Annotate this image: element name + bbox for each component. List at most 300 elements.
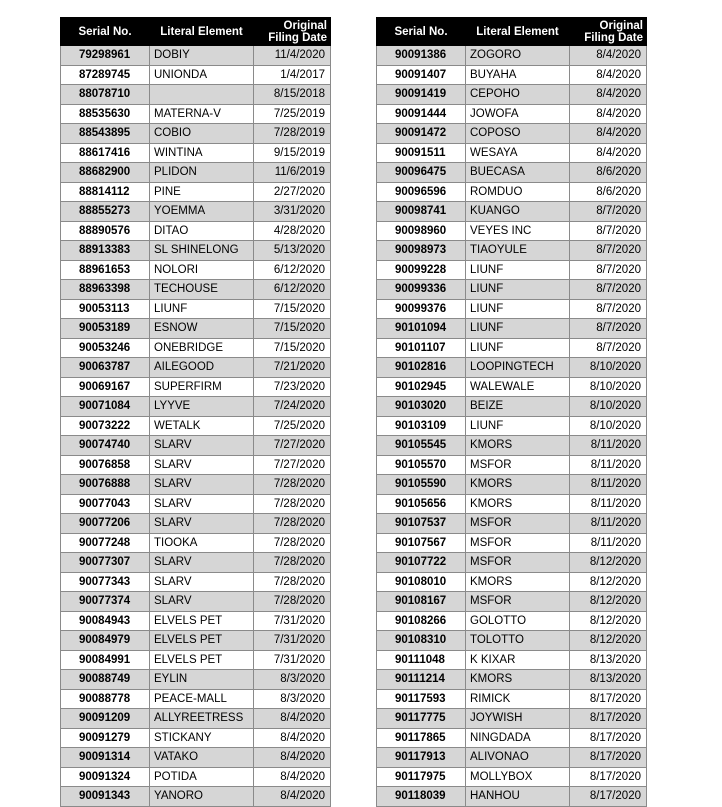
table-row: [377, 592, 647, 612]
table-row: [377, 436, 647, 456]
literal-element-cell: COBIO: [150, 124, 254, 144]
filing-date-cell: 8/17/2020: [570, 709, 647, 729]
filing-date-cell: 8/12/2020: [570, 631, 647, 651]
serial-cell: 90084943: [61, 611, 150, 631]
table-row: [61, 85, 331, 105]
filing-date-cell: 7/28/2020: [254, 475, 331, 495]
filing-date-cell: 8/13/2020: [570, 670, 647, 690]
table-row: [61, 514, 331, 534]
table-row: [377, 787, 647, 807]
filing-date-cell: 8/7/2020: [570, 319, 647, 339]
filing-date-cell: 8/6/2020: [570, 163, 647, 183]
literal-element-cell: LIUNF: [466, 338, 570, 358]
serial-cell: 90091324: [61, 767, 150, 787]
literal-element-cell: ALLYREETRESS: [150, 709, 254, 729]
serial-cell: 90101094: [377, 319, 466, 339]
table-row: [377, 475, 647, 495]
filing-date-cell: 8/7/2020: [570, 338, 647, 358]
filing-date-header-line1: Original: [283, 19, 327, 32]
filing-date-cell: 7/27/2020: [254, 436, 331, 456]
table-row: [377, 299, 647, 319]
table-row: [377, 572, 647, 592]
serial-cell: 88078710: [61, 85, 150, 105]
literal-element-cell: KMORS: [466, 572, 570, 592]
serial-cell: 90091511: [377, 143, 466, 163]
serial-cell: 90102816: [377, 358, 466, 378]
serial-cell: 88535630: [61, 104, 150, 124]
filing-date-cell: 6/12/2020: [254, 280, 331, 300]
serial-cell: 90117913: [377, 748, 466, 768]
literal-element-cell: LIUNF: [466, 260, 570, 280]
table-row: [377, 280, 647, 300]
table-row: [61, 670, 331, 690]
table-row: [61, 182, 331, 202]
table-row: [377, 689, 647, 709]
literal-element-cell: STICKANY: [150, 728, 254, 748]
literal-element-cell: LIUNF: [150, 299, 254, 319]
serial-cell: 90053113: [61, 299, 150, 319]
serial-cell: 90098741: [377, 202, 466, 222]
filing-date-cell: 8/6/2020: [570, 182, 647, 202]
table-row: [61, 572, 331, 592]
literal-element-cell: COPOSO: [466, 124, 570, 144]
table-row: [377, 358, 647, 378]
serial-cell: 90091472: [377, 124, 466, 144]
literal-element-cell: MSFOR: [466, 553, 570, 573]
literal-element-cell: KUANGO: [466, 202, 570, 222]
serial-cell: 90084979: [61, 631, 150, 651]
literal-element-cell: LOOPINGTECH: [466, 358, 570, 378]
literal-element-cell: TOLOTTO: [466, 631, 570, 651]
filing-date-cell: 7/31/2020: [254, 631, 331, 651]
serial-cell: 87289745: [61, 65, 150, 85]
serial-cell: 88543895: [61, 124, 150, 144]
filing-date-header: [570, 18, 647, 46]
table-row: [61, 475, 331, 495]
literal-element-cell: UNIONDA: [150, 65, 254, 85]
serial-cell: 90091444: [377, 104, 466, 124]
filing-date-cell: 7/24/2020: [254, 397, 331, 417]
literal-element-cell: CEPOHO: [466, 85, 570, 105]
serial-cell: 90098973: [377, 241, 466, 261]
filing-date-cell: 11/6/2019: [254, 163, 331, 183]
serial-cell: 90098960: [377, 221, 466, 241]
serial-cell: 88617416: [61, 143, 150, 163]
filing-date-cell: 7/28/2019: [254, 124, 331, 144]
literal-element-cell: VATAKO: [150, 748, 254, 768]
table-row: [61, 416, 331, 436]
literal-element-cell: WINTINA: [150, 143, 254, 163]
filing-date-cell: 7/28/2020: [254, 494, 331, 514]
filing-date-cell: 8/12/2020: [570, 553, 647, 573]
literal-element-cell: ZOGORO: [466, 46, 570, 66]
serial-cell: 90117865: [377, 728, 466, 748]
serial-cell: 90073222: [61, 416, 150, 436]
literal-element-cell: [150, 85, 254, 105]
table-row: [61, 104, 331, 124]
table-row: [61, 260, 331, 280]
filing-date-cell: 7/31/2020: [254, 650, 331, 670]
filing-date-cell: 8/17/2020: [570, 689, 647, 709]
serial-cell: 90117593: [377, 689, 466, 709]
serial-cell: 90105656: [377, 494, 466, 514]
literal-element-cell: AILEGOOD: [150, 358, 254, 378]
literal-element-cell: BEIZE: [466, 397, 570, 417]
table-row: [377, 709, 647, 729]
table-row: [377, 611, 647, 631]
table-header-row: [61, 18, 331, 46]
filing-date-cell: 7/28/2020: [254, 592, 331, 612]
filing-date-cell: 8/4/2020: [570, 104, 647, 124]
literal-element-header: Literal Element: [466, 18, 570, 46]
table-row: [377, 260, 647, 280]
filing-date-cell: 8/7/2020: [570, 260, 647, 280]
literal-element-cell: DOBIY: [150, 46, 254, 66]
filing-date-cell: 4/28/2020: [254, 221, 331, 241]
table-row: [377, 377, 647, 397]
filing-date-cell: 8/11/2020: [570, 514, 647, 534]
table-row: [377, 767, 647, 787]
serial-cell: 90117775: [377, 709, 466, 729]
left-table-body: [61, 46, 331, 807]
literal-element-cell: VEYES INC: [466, 221, 570, 241]
filing-date-cell: 8/15/2018: [254, 85, 331, 105]
filing-date-cell: 8/4/2020: [570, 46, 647, 66]
table-row: [377, 455, 647, 475]
literal-element-cell: MSFOR: [466, 592, 570, 612]
filing-date-cell: 8/12/2020: [570, 572, 647, 592]
filing-table-right: [376, 17, 647, 807]
filing-table-left: [60, 17, 331, 807]
table-row: [61, 319, 331, 339]
literal-element-cell: LIUNF: [466, 280, 570, 300]
table-row: [377, 670, 647, 690]
literal-element-cell: PLIDON: [150, 163, 254, 183]
serial-cell: 88682900: [61, 163, 150, 183]
table-row: [377, 65, 647, 85]
table-row: [377, 85, 647, 105]
table-row: [61, 650, 331, 670]
literal-element-cell: TIAOYULE: [466, 241, 570, 261]
filing-date-cell: 8/4/2020: [570, 85, 647, 105]
literal-element-cell: K KIXAR: [466, 650, 570, 670]
serial-cell: 90077307: [61, 553, 150, 573]
filing-date-cell: 11/4/2020: [254, 46, 331, 66]
filing-date-cell: 7/15/2020: [254, 338, 331, 358]
table-row: [377, 338, 647, 358]
serial-cell: 90091407: [377, 65, 466, 85]
filing-date-cell: 7/28/2020: [254, 514, 331, 534]
serial-cell: 90096475: [377, 163, 466, 183]
filing-date-cell: 5/13/2020: [254, 241, 331, 261]
serial-cell: 90105570: [377, 455, 466, 475]
literal-element-cell: ROMDUO: [466, 182, 570, 202]
filing-date-cell: 8/3/2020: [254, 689, 331, 709]
table-row: [61, 377, 331, 397]
table-row: [377, 397, 647, 417]
filing-date-cell: 2/27/2020: [254, 182, 331, 202]
serial-cell: 90088778: [61, 689, 150, 709]
literal-element-cell: PEACE-MALL: [150, 689, 254, 709]
literal-element-cell: RIMICK: [466, 689, 570, 709]
literal-element-cell: ESNOW: [150, 319, 254, 339]
filing-date-cell: 7/15/2020: [254, 299, 331, 319]
filing-date-cell: 8/10/2020: [570, 377, 647, 397]
filing-date-cell: 6/12/2020: [254, 260, 331, 280]
filing-date-cell: 8/7/2020: [570, 280, 647, 300]
literal-element-cell: JOWOFA: [466, 104, 570, 124]
filing-date-cell: 8/12/2020: [570, 611, 647, 631]
literal-element-cell: BUECASA: [466, 163, 570, 183]
filing-date-cell: 9/15/2019: [254, 143, 331, 163]
serial-cell: 90091209: [61, 709, 150, 729]
serial-cell: 90107722: [377, 553, 466, 573]
table-row: [377, 514, 647, 534]
filing-date-cell: 7/21/2020: [254, 358, 331, 378]
table-row: [377, 182, 647, 202]
serial-cell: 90099376: [377, 299, 466, 319]
filing-date-cell: 8/10/2020: [570, 416, 647, 436]
table-row: [377, 46, 647, 66]
filing-date-cell: 8/3/2020: [254, 670, 331, 690]
serial-cell: 90105590: [377, 475, 466, 495]
table-row: [377, 533, 647, 553]
literal-element-cell: SL SHINELONG: [150, 241, 254, 261]
filing-date-cell: 8/17/2020: [570, 787, 647, 807]
serial-cell: 90074740: [61, 436, 150, 456]
serial-cell: 90105545: [377, 436, 466, 456]
serial-cell: 90069167: [61, 377, 150, 397]
filing-date-cell: 7/31/2020: [254, 611, 331, 631]
filing-date-cell: 8/4/2020: [254, 748, 331, 768]
literal-element-cell: YOEMMA: [150, 202, 254, 222]
literal-element-cell: ALIVONAO: [466, 748, 570, 768]
literal-element-cell: NINGDADA: [466, 728, 570, 748]
filing-date-cell: 7/15/2020: [254, 319, 331, 339]
filing-date-cell: 8/17/2020: [570, 767, 647, 787]
filing-date-cell: 8/7/2020: [570, 221, 647, 241]
filing-date-cell: 1/4/2017: [254, 65, 331, 85]
filing-date-header-line1: Original: [599, 19, 643, 32]
filing-date-cell: 8/4/2020: [570, 65, 647, 85]
serial-cell: 90091279: [61, 728, 150, 748]
serial-cell: 90111214: [377, 670, 466, 690]
filing-date-cell: 7/25/2020: [254, 416, 331, 436]
literal-element-cell: LIUNF: [466, 416, 570, 436]
serial-cell: 90108310: [377, 631, 466, 651]
serial-cell: 90077343: [61, 572, 150, 592]
literal-element-cell: EYLIN: [150, 670, 254, 690]
table-row: [377, 416, 647, 436]
filing-date-cell: 7/23/2020: [254, 377, 331, 397]
filing-date-cell: 8/4/2020: [254, 787, 331, 807]
table-row: [61, 553, 331, 573]
serial-cell: 90107567: [377, 533, 466, 553]
literal-element-cell: HANHOU: [466, 787, 570, 807]
filing-date-cell: 7/28/2020: [254, 533, 331, 553]
serial-cell: 90077374: [61, 592, 150, 612]
table-row: [61, 709, 331, 729]
serial-cell: 88855273: [61, 202, 150, 222]
literal-element-cell: ONEBRIDGE: [150, 338, 254, 358]
filing-date-cell: 7/28/2020: [254, 553, 331, 573]
serial-cell: 90084991: [61, 650, 150, 670]
filing-date-cell: 8/4/2020: [570, 143, 647, 163]
literal-element-cell: WALEWALE: [466, 377, 570, 397]
table-row: [61, 689, 331, 709]
table-row: [61, 787, 331, 807]
serial-cell: 90103020: [377, 397, 466, 417]
literal-element-cell: MSFOR: [466, 514, 570, 534]
filing-date-cell: 8/4/2020: [254, 767, 331, 787]
literal-element-cell: MSFOR: [466, 455, 570, 475]
table-row: [377, 202, 647, 222]
serial-cell: 90099228: [377, 260, 466, 280]
literal-element-cell: SLARV: [150, 572, 254, 592]
table-row: [61, 611, 331, 631]
literal-element-cell: JOYWISH: [466, 709, 570, 729]
table-row: [377, 494, 647, 514]
literal-element-cell: SLARV: [150, 494, 254, 514]
table-row: [377, 748, 647, 768]
literal-element-cell: SLARV: [150, 592, 254, 612]
literal-element-cell: PINE: [150, 182, 254, 202]
serial-cell: 90099336: [377, 280, 466, 300]
serial-cell: 90101107: [377, 338, 466, 358]
literal-element-cell: SUPERFIRM: [150, 377, 254, 397]
table-row: [377, 650, 647, 670]
serial-cell: 90063787: [61, 358, 150, 378]
table-row: [61, 143, 331, 163]
filing-date-cell: 8/13/2020: [570, 650, 647, 670]
literal-element-cell: BUYAHA: [466, 65, 570, 85]
filing-date-header-line2: Filing Date: [268, 31, 327, 44]
table-row: [61, 728, 331, 748]
literal-element-cell: MOLLYBOX: [466, 767, 570, 787]
literal-element-cell: LIUNF: [466, 299, 570, 319]
table-row: [377, 728, 647, 748]
serial-cell: 90108167: [377, 592, 466, 612]
table-row: [61, 338, 331, 358]
filing-date-cell: 7/27/2020: [254, 455, 331, 475]
table-row: [61, 65, 331, 85]
serial-cell: 90071084: [61, 397, 150, 417]
table-row: [377, 221, 647, 241]
literal-element-cell: KMORS: [466, 436, 570, 456]
filing-date-cell: 7/28/2020: [254, 572, 331, 592]
table-row: [61, 46, 331, 66]
serial-cell: 90117975: [377, 767, 466, 787]
serial-cell: 90111048: [377, 650, 466, 670]
filing-date-cell: 8/17/2020: [570, 728, 647, 748]
literal-element-cell: SLARV: [150, 455, 254, 475]
filing-date-cell: 8/4/2020: [254, 728, 331, 748]
table-row: [61, 533, 331, 553]
literal-element-header: Literal Element: [150, 18, 254, 46]
serial-cell: 90091386: [377, 46, 466, 66]
serial-cell: 90077043: [61, 494, 150, 514]
serial-cell: 90076888: [61, 475, 150, 495]
filing-date-cell: 8/17/2020: [570, 748, 647, 768]
serial-cell: 90108266: [377, 611, 466, 631]
literal-element-cell: NOLORI: [150, 260, 254, 280]
literal-element-cell: SLARV: [150, 436, 254, 456]
table-header-row: [377, 18, 647, 46]
table-row: [61, 163, 331, 183]
table-row: [61, 592, 331, 612]
literal-element-cell: TIOOKA: [150, 533, 254, 553]
table-row: [377, 319, 647, 339]
literal-element-cell: LIUNF: [466, 319, 570, 339]
serial-no-header: Serial No.: [61, 18, 150, 46]
table-row: [61, 631, 331, 651]
literal-element-cell: LYYVE: [150, 397, 254, 417]
filing-date-header: [254, 18, 331, 46]
filing-date-header-line2: Filing Date: [584, 31, 643, 44]
serial-cell: 90103109: [377, 416, 466, 436]
table-row: [61, 280, 331, 300]
table-row: [61, 299, 331, 319]
table-row: [61, 397, 331, 417]
filing-date-cell: 8/4/2020: [254, 709, 331, 729]
serial-cell: 90091419: [377, 85, 466, 105]
literal-element-cell: POTIDA: [150, 767, 254, 787]
serial-cell: 79298961: [61, 46, 150, 66]
table-row: [61, 202, 331, 222]
serial-cell: 90053189: [61, 319, 150, 339]
table-row: [377, 553, 647, 573]
serial-cell: 88963398: [61, 280, 150, 300]
literal-element-cell: SLARV: [150, 514, 254, 534]
filing-date-cell: 8/7/2020: [570, 241, 647, 261]
serial-cell: 90102945: [377, 377, 466, 397]
filing-date-cell: 8/11/2020: [570, 455, 647, 475]
literal-element-cell: TECHOUSE: [150, 280, 254, 300]
serial-cell: 90091314: [61, 748, 150, 768]
filing-date-cell: 8/11/2020: [570, 533, 647, 553]
literal-element-cell: WETALK: [150, 416, 254, 436]
serial-cell: 88913383: [61, 241, 150, 261]
filing-date-cell: 8/7/2020: [570, 299, 647, 319]
literal-element-cell: KMORS: [466, 494, 570, 514]
literal-element-cell: YANORO: [150, 787, 254, 807]
filing-date-cell: 8/7/2020: [570, 202, 647, 222]
serial-cell: 88814112: [61, 182, 150, 202]
literal-element-cell: GOLOTTO: [466, 611, 570, 631]
table-row: [61, 748, 331, 768]
serial-cell: 90108010: [377, 572, 466, 592]
serial-no-header: Serial No.: [377, 18, 466, 46]
table-row: [377, 241, 647, 261]
table-row: [61, 455, 331, 475]
right-table-body: [377, 46, 647, 807]
filing-date-cell: 8/12/2020: [570, 592, 647, 612]
serial-cell: 90107537: [377, 514, 466, 534]
table-row: [377, 104, 647, 124]
table-row: [377, 163, 647, 183]
serial-cell: 88961653: [61, 260, 150, 280]
filing-date-cell: 8/11/2020: [570, 475, 647, 495]
literal-element-cell: KMORS: [466, 670, 570, 690]
filing-date-cell: 8/10/2020: [570, 358, 647, 378]
table-row: [61, 767, 331, 787]
table-row: [61, 494, 331, 514]
filing-date-cell: 8/11/2020: [570, 436, 647, 456]
literal-element-cell: ELVELS PET: [150, 631, 254, 651]
literal-element-cell: WESAYA: [466, 143, 570, 163]
table-row: [61, 124, 331, 144]
serial-cell: 90091343: [61, 787, 150, 807]
